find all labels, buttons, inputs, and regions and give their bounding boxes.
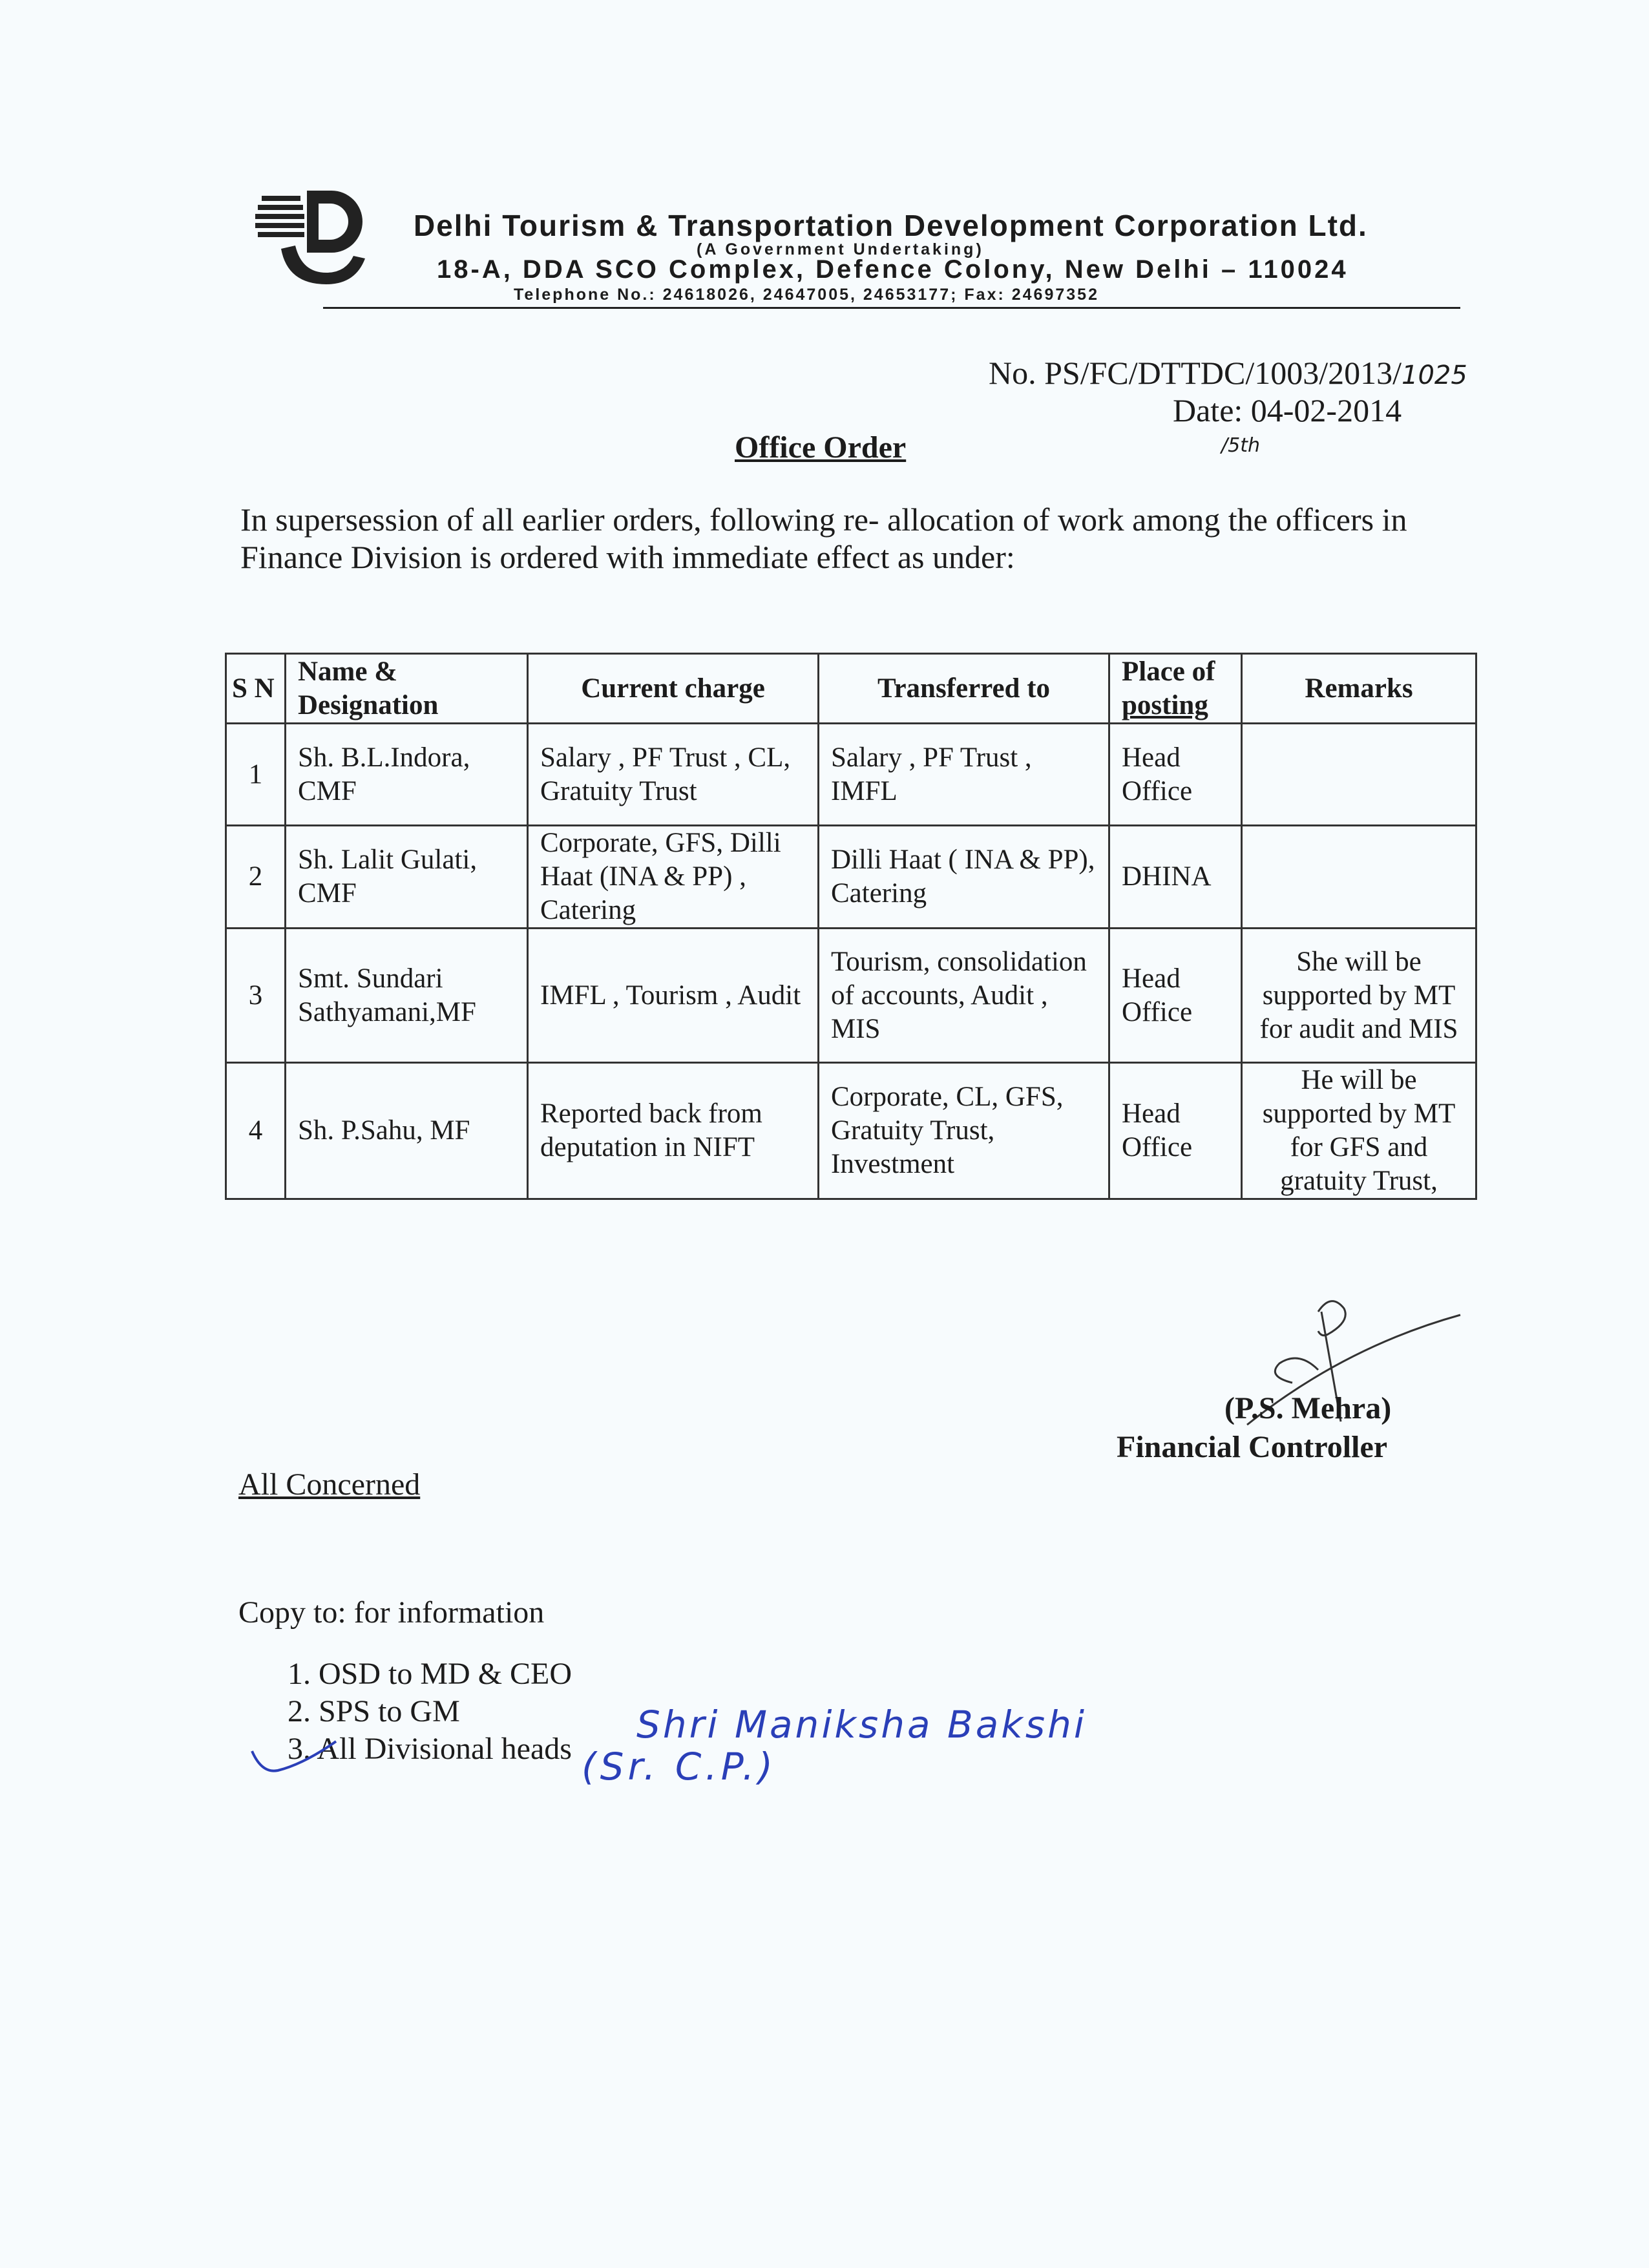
- cell-sn: 1: [226, 724, 286, 826]
- letterhead-address: 18-A, DDA SCO Complex, Defence Colony, New Delhi – 110024: [437, 255, 1349, 284]
- table-header-row: [226, 654, 1476, 724]
- header-current-charge: Current charge: [528, 654, 819, 724]
- cell-name: Sh. B.L.Indora, CMF: [286, 724, 528, 826]
- header-name-line1: Name &: [298, 656, 398, 687]
- header-name-line2: Designation: [298, 689, 439, 720]
- addressee: All Concerned: [238, 1467, 421, 1502]
- header-place-line1: Place of: [1122, 656, 1215, 687]
- cell-name: Sh. Lalit Gulati, CMF: [286, 826, 528, 929]
- header-name: [286, 654, 528, 724]
- cell-transferred: Dilli Haat ( INA & PP), Catering: [819, 826, 1109, 929]
- cell-current: Salary , PF Trust , CL, Gratuity Trust: [528, 724, 819, 826]
- header-place: [1109, 654, 1242, 724]
- cell-place: Head Office: [1109, 724, 1242, 826]
- letterhead-telephone: Telephone No.: 24618026, 24647005, 24653177; Fax: 24697352: [514, 286, 1099, 304]
- cell-remarks: She will be supported by MT for audit and MIS: [1242, 929, 1476, 1063]
- header-sn: S N: [226, 654, 286, 724]
- copy-list-item: 1. OSD to MD & CEO: [288, 1657, 572, 1691]
- cell-sn: 4: [226, 1063, 286, 1199]
- reference-number-handwritten: 1025: [1402, 361, 1467, 390]
- handwritten-tick-mark: [249, 1738, 346, 1783]
- reference-number: [989, 354, 1467, 392]
- cell-transferred: Salary , PF Trust , IMFL: [819, 724, 1109, 826]
- cell-remarks: [1242, 826, 1476, 929]
- dttdc-logo: [255, 184, 391, 291]
- cell-remarks: He will be supported by MT for GFS and gratuity Trust,: [1242, 1063, 1476, 1199]
- cell-sn: 2: [226, 826, 286, 929]
- cell-transferred: Tourism, consolidation of accounts, Audit , MIS: [819, 929, 1109, 1063]
- date-handwritten-correction: /5th: [1221, 434, 1260, 457]
- cell-place: Head Office: [1109, 1063, 1242, 1199]
- cell-transferred: Corporate, CL, GFS, Gratuity Trust, Investment: [819, 1063, 1109, 1199]
- reference-number-text: No. PS/FC/DTTDC/1003/2013/: [989, 355, 1402, 391]
- handwritten-note-name: Shri Maniksha Bakshi: [636, 1703, 1087, 1747]
- table-row: [226, 826, 1476, 929]
- cell-place: DHINA: [1109, 826, 1242, 929]
- cell-name: Sh. P.Sahu, MF: [286, 1063, 528, 1199]
- table-row: [226, 724, 1476, 826]
- letterhead-company-name: Delhi Tourism & Transportation Development Corporation Ltd.: [414, 209, 1368, 242]
- table-row: [226, 929, 1476, 1063]
- handwritten-note-designation: (Sr. C.P.): [582, 1745, 777, 1789]
- intro-paragraph: In supersession of all earlier orders, following re- allocation of work among the officers in Finance Division is ordered with immediate effect as under:: [240, 501, 1407, 575]
- allocation-table: [225, 653, 1477, 1200]
- cell-sn: 3: [226, 929, 286, 1063]
- cell-name: Smt. Sundari Sathyamani,MF: [286, 929, 528, 1063]
- cell-current: Corporate, GFS, Dilli Haat (INA & PP) , Catering: [528, 826, 819, 929]
- table-row: [226, 1063, 1476, 1199]
- cell-current: Reported back from deputation in NIFT: [528, 1063, 819, 1199]
- cell-remarks: [1242, 724, 1476, 826]
- header-remarks: Remarks: [1242, 654, 1476, 724]
- header-transferred-to: Transferred to: [819, 654, 1109, 724]
- letterhead-undertaking: (A Government Undertaking): [697, 240, 984, 258]
- copy-list-item: 3. All Divisional heads: [288, 1732, 572, 1766]
- copy-to-heading: Copy to: for information: [238, 1595, 545, 1630]
- header-place-line2: posting: [1122, 689, 1208, 720]
- cell-place: Head Office: [1109, 929, 1242, 1063]
- order-date: Date: 04-02-2014: [1173, 392, 1402, 428]
- document-title: Office Order: [735, 430, 907, 465]
- copy-list-item: 2. SPS to GM: [288, 1694, 460, 1728]
- signatory-designation: Financial Controller: [1117, 1430, 1388, 1464]
- letterhead-divider: [323, 307, 1460, 309]
- cell-current: IMFL , Tourism , Audit: [528, 929, 819, 1063]
- signatory-name: (P.S. Mehra): [1224, 1391, 1392, 1425]
